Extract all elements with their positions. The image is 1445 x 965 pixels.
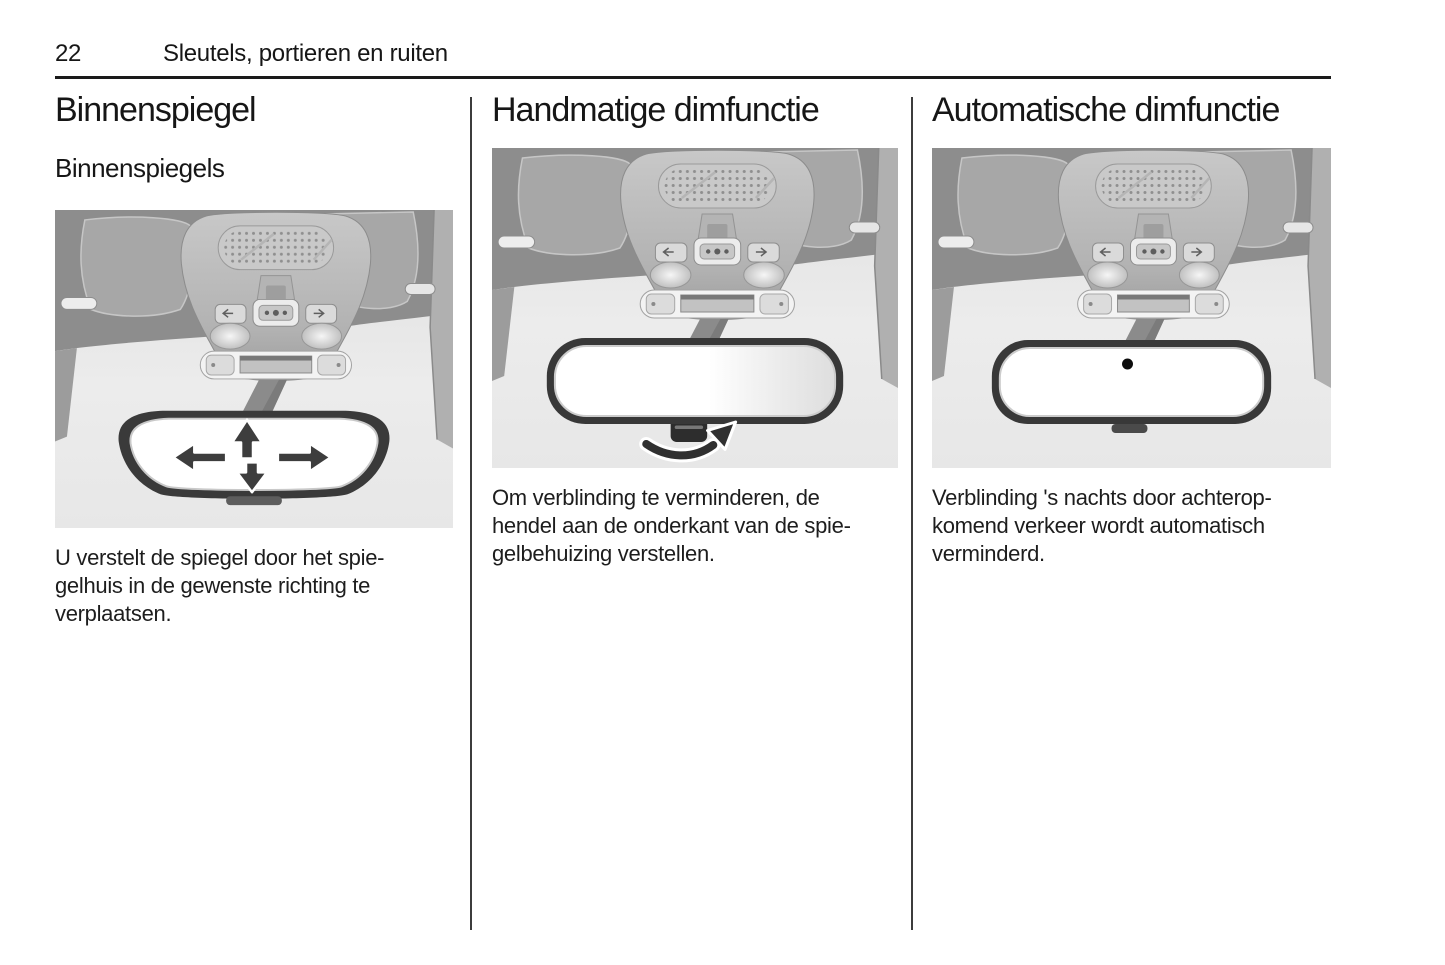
body-line: Verblinding 's nachts door achterop-	[932, 485, 1272, 510]
figure-manual-dimming	[492, 148, 898, 468]
section-title: Handmatige dimfunctie	[492, 91, 819, 129]
section-handmatige-dimfunctie	[492, 91, 898, 930]
figure-interior-mirror	[55, 210, 453, 528]
figure-manual-dimming-svg	[492, 148, 898, 468]
section-body	[932, 484, 1272, 568]
body-line: hendel aan de onderkant van de spie-	[492, 513, 851, 538]
body-line: gelbehuizing verstellen.	[492, 541, 715, 566]
light-sensor-dot	[1122, 359, 1133, 370]
figure-auto-dimming-svg	[932, 148, 1331, 468]
rearview-mirror-with-sensor	[992, 340, 1271, 433]
mirror-glass	[1000, 348, 1263, 416]
mirror-mount	[226, 496, 282, 505]
mirror-mount	[1112, 424, 1148, 433]
column-divider	[470, 97, 472, 930]
body-line: verminderd.	[932, 541, 1045, 566]
section-body	[492, 484, 851, 568]
chapter-title: Sleutels, portieren en ruiten	[163, 40, 448, 67]
page-number: 22	[55, 40, 82, 67]
figure-auto-dimming	[932, 148, 1331, 468]
mirror-glass	[555, 346, 835, 416]
header-rule	[55, 76, 1331, 79]
section-binnenspiegel	[55, 91, 453, 930]
body-line: komend verkeer wordt automatisch	[932, 513, 1265, 538]
section-title: Automatische dimfunctie	[932, 91, 1280, 129]
section-body	[55, 544, 384, 628]
column-divider	[911, 97, 913, 930]
body-line: U verstelt de spiegel door het spie-	[55, 545, 385, 570]
body-line: gelhuis in de gewenste richting te	[55, 573, 371, 598]
section-title: Binnenspiegel	[55, 91, 256, 129]
section-automatische-dimfunctie	[932, 91, 1331, 930]
body-line: verplaatsen.	[55, 601, 172, 626]
rearview-mirror-with-arrows	[119, 411, 390, 505]
figure-interior-mirror-svg	[55, 210, 453, 528]
body-line: Om verblinding te verminderen, de	[492, 485, 820, 510]
section-subtitle: Binnenspiegels	[55, 153, 225, 183]
